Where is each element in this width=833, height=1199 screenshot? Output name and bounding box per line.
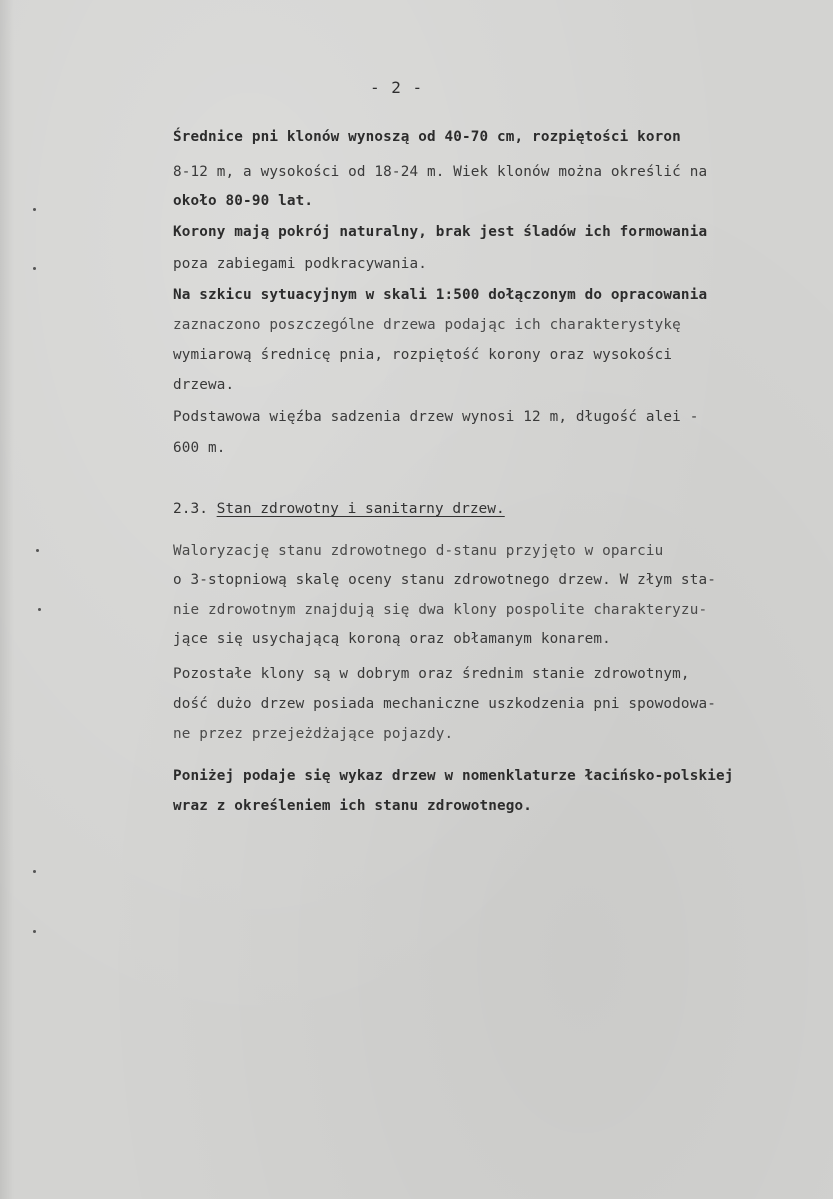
page-number: - 2 - — [370, 78, 424, 97]
scan-speck — [33, 267, 36, 270]
text-line: Pozostałe klony są w dobrym oraz średnim stanie zdrowotnym, — [173, 666, 690, 682]
section-number: 2.3. — [173, 501, 208, 517]
text-line: ne przez przejeżdżające pojazdy. — [173, 726, 454, 742]
scan-speck — [33, 208, 36, 211]
text-line: 8-12 m, a wysokości od 18-24 m. Wiek klonów można określić na — [173, 164, 708, 180]
text-line: nie zdrowotnym znajdują się dwa klony pospolite charakteryzu- — [173, 602, 708, 618]
text-line: około 80-90 lat. — [173, 193, 314, 209]
text-line: jące się usychającą koroną oraz obłamanym konarem. — [173, 631, 611, 647]
section-heading — [173, 499, 505, 519]
text-line: o 3-stopniową skalę oceny stanu zdrowotnego drzew. W złym sta- — [173, 572, 716, 588]
section-title: Stan zdrowotny i sanitarny drzew. — [216, 501, 505, 517]
text-line: Waloryzację stanu zdrowotnego d-stanu przyjęto w oparciu — [173, 543, 664, 559]
text-line: zaznaczono poszczególne drzewa podając ich charakterystykę — [173, 317, 681, 333]
text-line: Podstawowa więźba sadzenia drzew wynosi 12 m, długość alei - — [173, 409, 699, 425]
text-line: Korony mają pokrój naturalny, brak jest śladów ich formowania — [173, 224, 708, 240]
scan-edge-shadow — [0, 0, 14, 1199]
text-line: Średnice pni klonów wynoszą od 40-70 cm, rozpiętości koron — [173, 129, 681, 145]
text-line: Poniżej podaje się wykaz drzew w nomenklaturze łacińsko-polskiej — [173, 768, 734, 784]
text-line: wraz z określeniem ich stanu zdrowotnego. — [173, 798, 533, 814]
scan-speck — [33, 870, 36, 873]
scan-speck — [38, 608, 41, 611]
text-line: dość dużo drzew posiada mechaniczne uszkodzenia pni spowodowa- — [173, 696, 716, 712]
scan-speck — [36, 549, 39, 552]
text-line: poza zabiegami podkracywania. — [173, 256, 427, 272]
scan-speck — [33, 930, 36, 933]
text-line: drzewa. — [173, 377, 235, 393]
text-line: wymiarową średnicę pnia, rozpiętość korony oraz wysokości — [173, 347, 673, 363]
text-line: Na szkicu sytuacyjnym w skali 1:500 dołączonym do opracowania — [173, 287, 708, 303]
text-line: 600 m. — [173, 440, 226, 456]
